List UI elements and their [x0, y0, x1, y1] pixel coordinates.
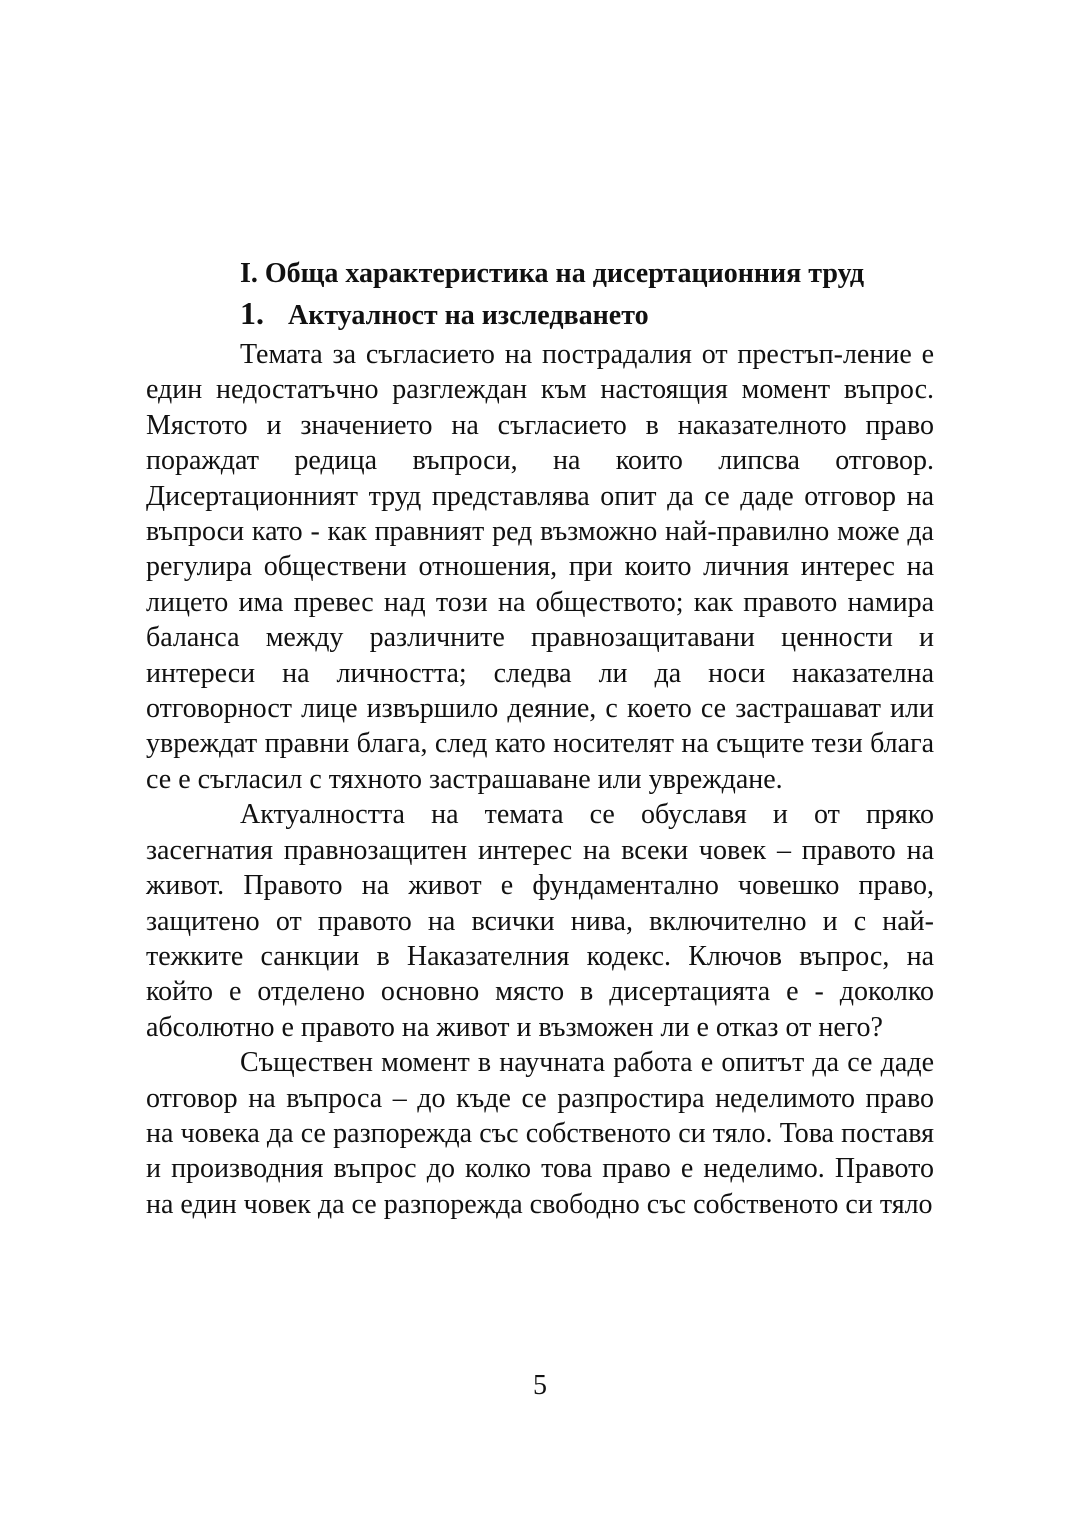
page-number: 5 — [533, 1370, 547, 1401]
chapter-heading: I. Обща характеристика на дисертационния труд — [240, 258, 864, 289]
section-title: Актуалност на изследването — [288, 300, 649, 331]
paragraph-1: Темата за съгласието на пострадалия от престъп-ление е един недостатъчно разглеждан към настоящия момент въпрос. Мястото и значението на съгласието в наказателното право пораждат редица въпроси, на които липсва отговор. Дисертационният труд представлява опит да се даде отговор на въпроси като - как правният ред възможно най-правилно може да регулира обществени отношения, при които личния интерес на лицето има превес над този на обществото; как правото намира баланса между различните правнозащитавани ценности и интереси на личността; следва ли да носи наказателна отговорност лице извършило деяние, с което се застрашават или увреждат правни блага, след като носителят на същите тези блага се е съгласил с тяхното застрашаване или увреждане. — [146, 339, 934, 795]
section-number: 1. — [240, 295, 264, 331]
paragraph-3: Съществен момент в научната работа е опитът да се даде отговор на въпроса – до къде се разпростира неделимото право на човека да се разпорежда със собственото си тяло. Това поставя и производния въпрос до колко това право е неделимо. Правото на един човек да се разпорежда свободно със собственото си тяло — [146, 1047, 934, 1220]
paragraph-2: Актуалността на темата се обуславя и от пряко засегнатия правнозащитен интерес на всеки човек – правото на живот. Правото на живот е фундаментално човешко право, защитено от правото на всички нива, включително и с най-тежките санкции в Наказателния кодекс. Ключов въпрос, на който е отделено основно място в дисертацията е - доколко абсолютно е правото на живот и възможен ли е отказ от него? — [146, 799, 934, 1043]
section-heading — [146, 294, 934, 335]
document-page — [146, 255, 934, 1222]
